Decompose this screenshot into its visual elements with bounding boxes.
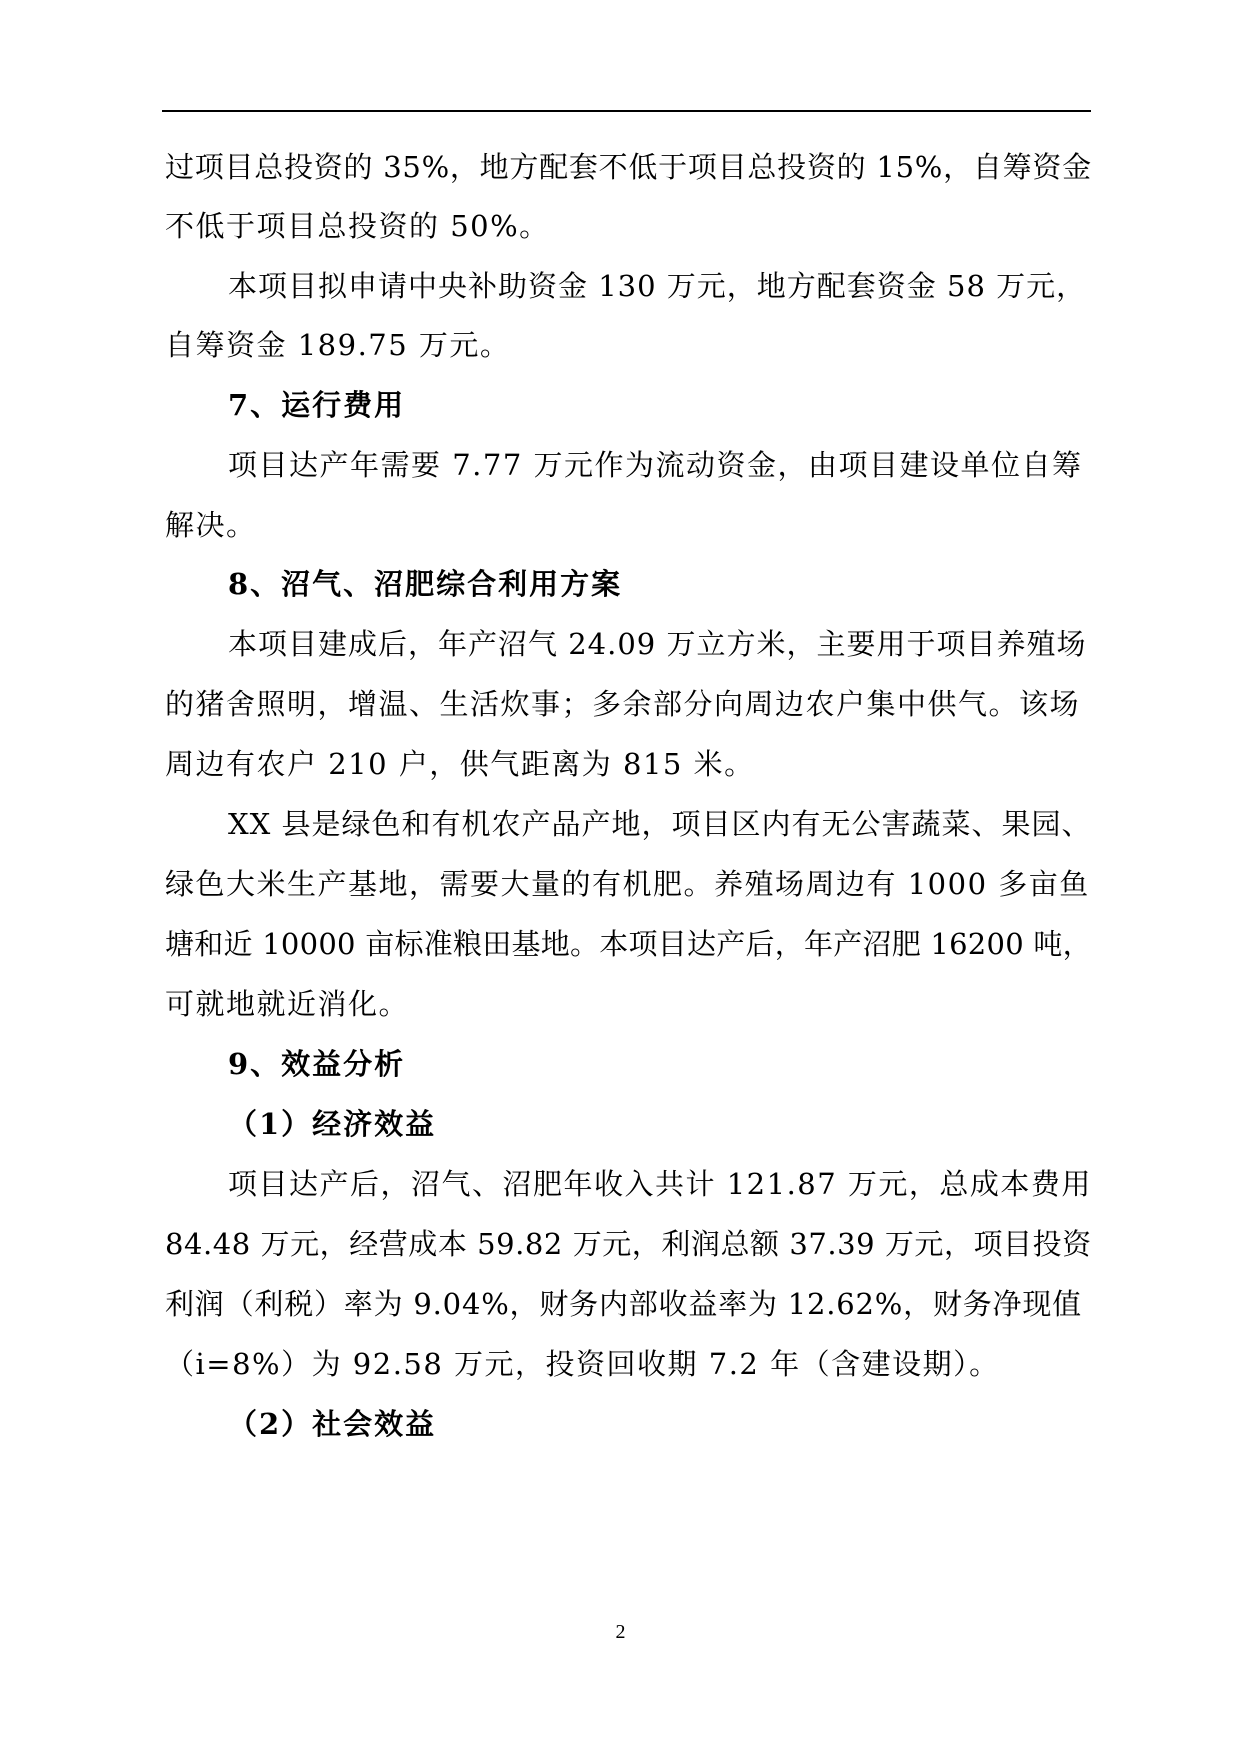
subsection-heading: （1）经济效益 [228, 1107, 437, 1141]
text-line: 利润（利税）率为 9.04%，财务内部收益率为 12.62%，财务净现值 [165, 1287, 1082, 1321]
text-line: 过项目总投资的 35%，地方配套不低于项目总投资的 15%，自筹资金 [165, 150, 1092, 184]
page-number: 2 [615, 1621, 626, 1643]
section-heading: 9、效益分析 [228, 1047, 406, 1081]
text-line: 周边有农户 210 户，供气距离为 815 米。 [165, 747, 755, 781]
text-line: 不低于项目总投资的 50%。 [165, 209, 550, 243]
text-line: 本项目拟申请中央补助资金 130 万元，地方配套资金 58 万元， [228, 269, 1087, 303]
text-line: 自筹资金 189.75 万元。 [165, 328, 511, 362]
text-line: 绿色大米生产基地，需要大量的有机肥。养殖场周边有 1000 多亩鱼 [165, 867, 1090, 901]
text-line: 解决。 [165, 508, 257, 542]
subsection-heading: （2）社会效益 [228, 1407, 437, 1441]
text-line: （i=8%）为 92.58 万元，投资回收期 7.2 年（含建设期）。 [165, 1347, 1000, 1381]
text-line: 本项目建成后，年产沼气 24.09 万立方米，主要用于项目养殖场 [228, 627, 1087, 661]
text-line: 84.48 万元，经营成本 59.82 万元，利润总额 37.39 万元，项目投资 [165, 1227, 1092, 1261]
text-line: 项目达产年需要 7.77 万元作为流动资金，由项目建设单位自筹 [228, 448, 1083, 482]
header-rule [162, 110, 1091, 112]
section-heading: 7、运行费用 [228, 388, 406, 422]
text-line: 可就地就近消化。 [165, 987, 410, 1021]
section-heading: 8、沼气、沼肥综合利用方案 [228, 567, 623, 601]
text-line: 的猪舍照明，增温、生活炊事；多余部分向周边农户集中供气。该场 [165, 687, 1081, 721]
text-line: 塘和近 10000 亩标准粮田基地。本项目达产后，年产沼肥 16200 吨， [165, 927, 1092, 961]
text-line: XX 县是绿色和有机农产品产地，项目区内有无公害蔬菜、果园、 [228, 807, 1092, 841]
text-line: 项目达产后，沼气、沼肥年收入共计 121.87 万元，总成本费用 [228, 1167, 1092, 1201]
